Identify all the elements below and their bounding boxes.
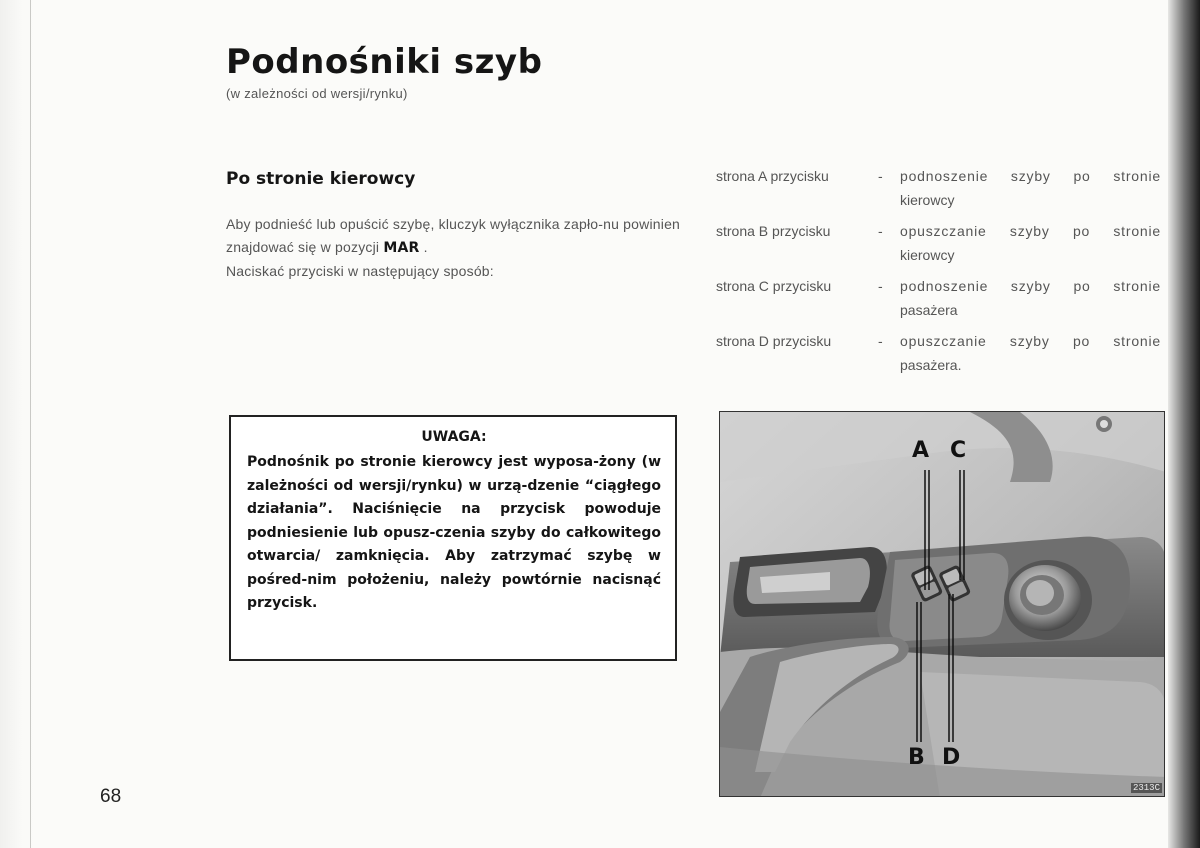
desc-word: po	[1073, 168, 1091, 184]
button-function-list	[716, 164, 1161, 384]
desc-line2: kierowcy	[900, 192, 955, 208]
door-panel-illustration	[720, 412, 1165, 797]
desc-word: po	[1072, 333, 1091, 349]
desc-line2: pasażera	[900, 302, 958, 318]
desc-word: stronie	[1113, 168, 1161, 184]
button-side-label: strona C przycisku	[716, 278, 832, 294]
label-c: C	[950, 438, 967, 463]
desc-word: szyby	[1009, 223, 1050, 239]
desc-line2: kierowcy	[900, 247, 955, 263]
desc-word: szyby	[1009, 333, 1050, 349]
desc-word: szyby	[1010, 168, 1051, 184]
paragraph-text: Aby podnieść lub opuścić szybę, kluczyk wyłącznika zapło-nu powinien znajdować się w pozycji	[226, 216, 681, 255]
body-text	[226, 213, 682, 283]
list-dash: -	[878, 168, 883, 184]
list-item	[716, 329, 1161, 377]
button-function-desc	[900, 164, 1161, 212]
section-heading: Po stronie kierowcy	[226, 169, 416, 189]
page-spine-shadow	[0, 0, 38, 848]
mar-position: MAR	[383, 240, 420, 256]
label-a: A	[912, 438, 930, 463]
desc-word: po	[1072, 223, 1091, 239]
list-item	[716, 164, 1161, 212]
door-panel-photo	[719, 411, 1165, 797]
figure-code: 2313C	[1132, 783, 1160, 793]
warning-box	[229, 415, 677, 661]
paragraph-ignition	[226, 213, 682, 260]
desc-word: po	[1073, 278, 1091, 294]
page-number: 68	[100, 786, 122, 807]
paragraph-end: .	[423, 239, 428, 255]
desc-word: podnoszenie	[900, 168, 989, 184]
label-d: D	[942, 745, 961, 770]
paragraph-instructions: Naciskać przyciski w następujący sposób:	[226, 263, 494, 279]
desc-word: opuszczanie	[900, 333, 987, 349]
list-dash: -	[878, 223, 883, 239]
button-function-desc	[900, 329, 1161, 377]
button-side-label: strona B przycisku	[716, 223, 831, 239]
list-dash: -	[878, 278, 883, 294]
page-title: Podnośniki szyb	[226, 42, 543, 82]
warning-text: Podnośnik po stronie kierowcy jest wyposa-żony (w zależności od wersji/rynku) w urzą-dzenie “ciągłego działania”. Naciśnięcie na przycisk powoduje podniesienie lub opusz-czenia szyby do całkowitego otwarcia/ zamknięcia. Aby zatrzymać szybę w pośred-nim położeniu, należy powtórnie nacisnąć przycisk.	[247, 454, 661, 611]
page-edge	[1168, 0, 1200, 848]
warning-title: UWAGA:	[421, 429, 487, 445]
desc-word: szyby	[1010, 278, 1051, 294]
desc-word: podnoszenie	[900, 278, 989, 294]
desc-word: opuszczanie	[900, 223, 987, 239]
desc-line2: pasażera.	[900, 357, 962, 373]
list-item	[716, 274, 1161, 322]
list-dash: -	[878, 333, 883, 349]
button-side-label: strona A przycisku	[716, 168, 829, 184]
button-side-label: strona D przycisku	[716, 333, 832, 349]
label-b: B	[908, 745, 925, 770]
page-subtitle: (w zależności od wersji/rynku)	[226, 86, 408, 101]
button-function-desc	[900, 274, 1161, 322]
page-spine-line	[30, 0, 31, 848]
desc-word: stronie	[1113, 223, 1161, 239]
list-item	[716, 219, 1161, 267]
desc-word: stronie	[1113, 278, 1161, 294]
button-function-desc	[900, 219, 1161, 267]
desc-word: stronie	[1113, 333, 1161, 349]
